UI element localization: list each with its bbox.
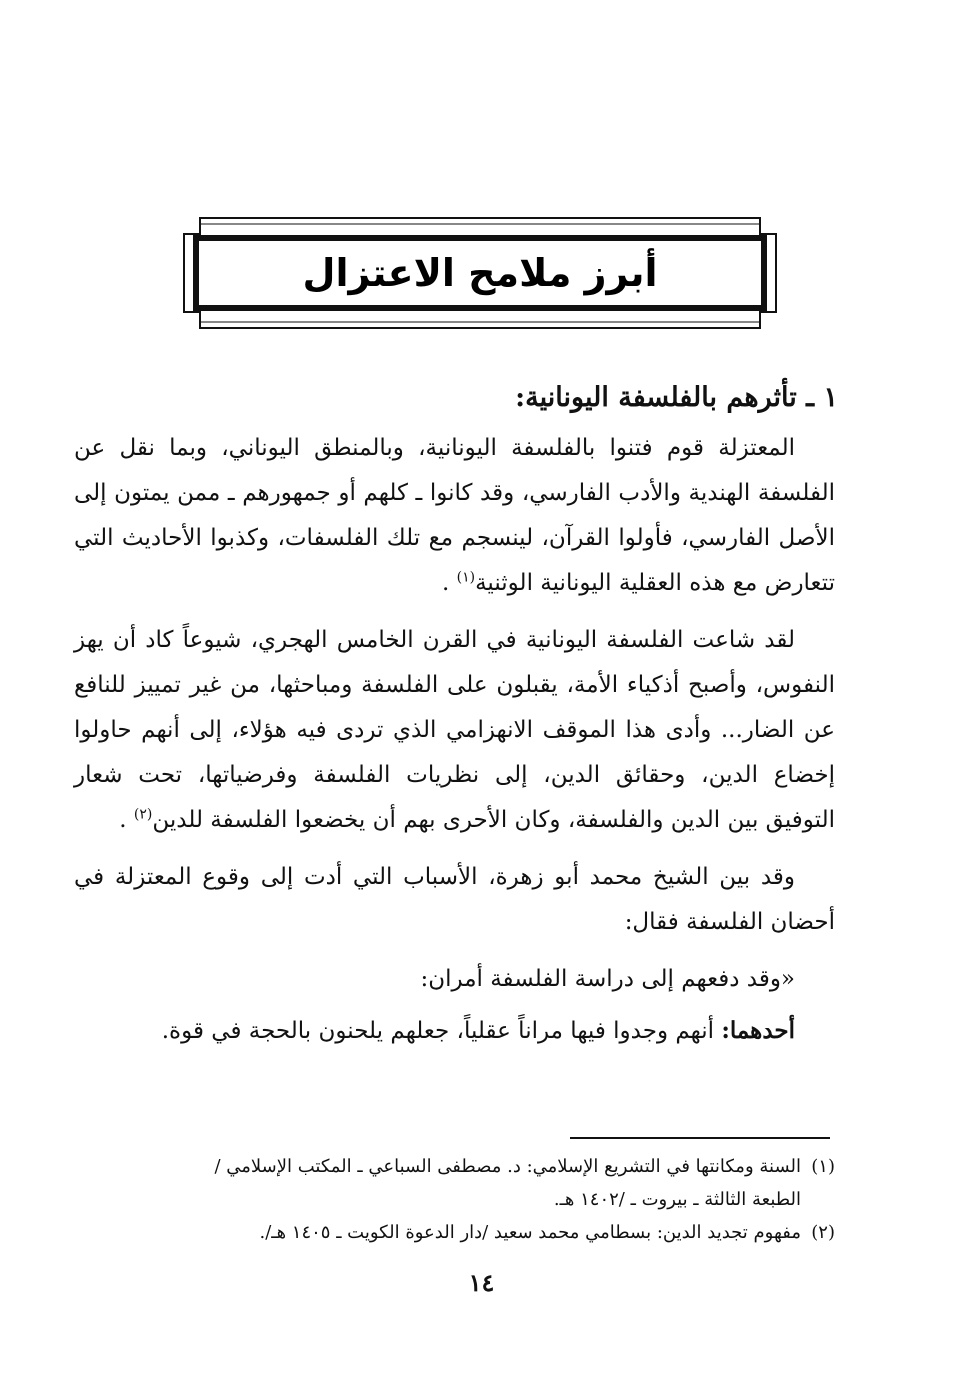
footnote-ref-1[interactable]: (١)	[456, 569, 476, 586]
footnote-1	[78, 1150, 835, 1216]
quote-line-1: «وقد دفعهم إلى دراسة الفلسفة أمران:	[420, 966, 795, 992]
paragraph-2-text: لقد شاعت الفلسفة اليونانية في القرن الخامس الهجري، شيوعاً كاد أن يهز النفوس، وأصبح أذكياء الأمة، يقبلون على الفلسفة ومباحثها، من غير تمييز للنافع عن الضار... وأدى هذا الموقف الانهزامي الذي تردى فيه هؤلاء، إلى أنهم حاولوا إخضاع الدين، وحقائق الدين، إلى نظريات الفلسفة وفرضياتها، تحت شعار التوفيق بين الدين والفلسفة، وكان الأحرى بهم أن يخضعوا الفلسفة للدين	[74, 627, 835, 833]
paragraph-1	[74, 426, 835, 606]
paragraph-3	[74, 855, 835, 945]
footnote-ref-2[interactable]: (٢)	[133, 806, 153, 823]
footnote-2	[78, 1216, 835, 1249]
footnote-2-number: (٢)	[811, 1222, 835, 1243]
footnote-1-line-2: الطبعة الثالثة ـ بيروت ـ /١٤٠٢ هـ.	[553, 1189, 801, 1210]
chapter-title: أبرز ملامح الاعتزال	[302, 251, 658, 295]
quote-line-2	[74, 1008, 835, 1054]
paragraph-2	[74, 618, 835, 843]
footnote-1-number: (١)	[811, 1156, 835, 1177]
paragraph-2-end: .	[119, 807, 127, 833]
chapter-title-frame	[180, 214, 780, 332]
quote-rest: أنهم وجدوا فيها مراناً عقلياً، جعلهم يلحنون بالحجة في قوة.	[161, 1018, 722, 1044]
section-heading: ١ ـ تأثرهم بالفلسفة اليونانية:	[515, 382, 838, 413]
quote-lead: أحدهما:	[721, 1017, 795, 1044]
main-text	[74, 378, 838, 1054]
paragraph-1-end: .	[441, 570, 450, 596]
footnote-separator	[570, 1137, 830, 1139]
paragraph-3-text: وقد بين الشيخ محمد أبو زهرة، الأسباب التي أدت إلى وقوع المعتزلة في أحضان الفلسفة فقال:	[74, 864, 835, 935]
footnote-1-line-1: السنة ومكانتها في التشريع الإسلامي: د. مصطفى السباعي ـ المكتب الإسلامي /	[214, 1156, 801, 1177]
page-number: ١٤	[468, 1268, 495, 1297]
footnote-2-line-1: مفهوم تجديد الدين: بسطامي محمد سعيد /دار الدعوة الكويت ـ ١٤٠٥ هـ/.	[259, 1222, 801, 1243]
footnotes	[78, 1150, 835, 1249]
paragraph-1-text: المعتزلة قوم فتنوا بالفلسفة اليونانية، وبالمنطق اليوناني، وبما نقل عن الفلسفة الهندية والأدب الفارسي، وقد كانوا ـ كلهم أو جمهورهم ـ ممن يمتون إلى الأصل الفارسي، فأولوا القرآن، لينسجم مع تلك الفلسفات، وكذبوا الأحاديث التي تتعارض مع هذه العقلية اليونانية الوثنية	[74, 435, 835, 596]
